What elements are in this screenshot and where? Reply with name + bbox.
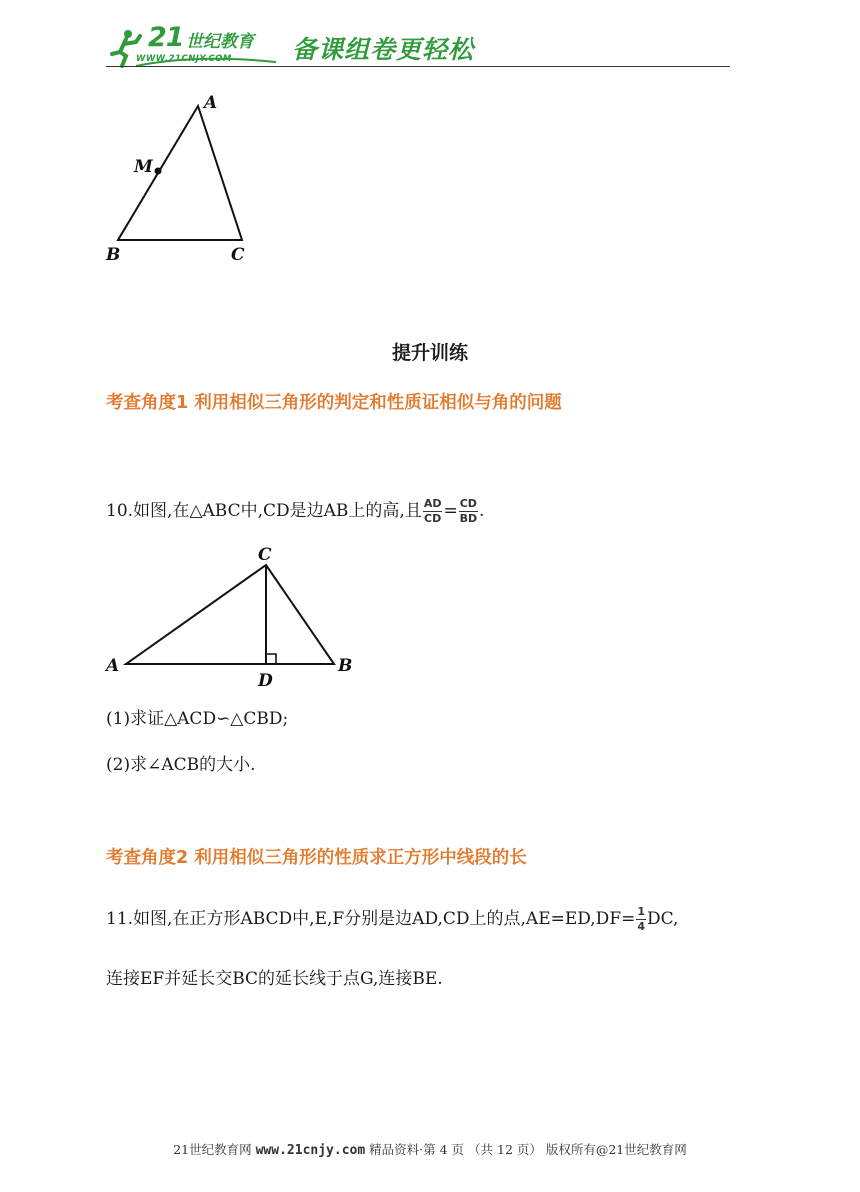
figure-triangle-acd — [100, 540, 370, 690]
page-title: 提升训练 — [391, 342, 468, 364]
label-d: D — [258, 671, 273, 690]
fraction-numerator: CD — [459, 497, 477, 510]
period: . — [478, 501, 485, 521]
fraction-cd-bd — [459, 498, 478, 525]
question-10-text: 10.如图,在△ABC中,CD是边AB上的高,且 — [106, 501, 422, 521]
label-m: M — [134, 157, 153, 177]
label-b: B — [106, 245, 121, 265]
question-10-part-2: (2)求∠ACB的大小. — [106, 755, 256, 775]
fraction-ad-cd — [423, 498, 443, 525]
footer-left: 21世纪教育网 — [173, 1142, 252, 1157]
question-10-part-1: (1)求证△ACD∽△CBD; — [106, 709, 289, 729]
label-b: B — [338, 656, 353, 676]
footer-url: www.21cnjy.com — [255, 1143, 366, 1158]
header-slogan: 备课组卷更轻松 — [292, 35, 475, 64]
label-c: C — [231, 245, 245, 265]
header-logo-text: 世纪教育 — [186, 32, 254, 52]
fraction-denominator: BD — [459, 512, 478, 525]
question-11-text-end: DC, — [647, 909, 679, 929]
footer-middle: 精品资料·第 4 页 （共 12 页） — [369, 1142, 542, 1157]
question-10 — [106, 496, 484, 525]
fraction-denominator: CD — [424, 512, 442, 525]
section-heading-1: 考查角度1 利用相似三角形的判定和性质证相似与角的问题 — [106, 393, 562, 413]
question-11-text: 11.如图,在正方形ABCD中,E,F分别是边AD,CD上的点,AE=ED,DF= — [106, 909, 636, 929]
point-m — [155, 168, 162, 175]
header-logo-url: WWW.21CNJY.COM — [136, 54, 232, 64]
figure-triangle-abm — [100, 92, 260, 267]
fraction-numerator: 1 — [637, 905, 646, 918]
header-divider — [106, 66, 730, 67]
footer-right: 版权所有@21世纪教育网 — [545, 1142, 687, 1157]
right-angle-mark — [266, 654, 276, 664]
fraction-denominator: 4 — [637, 920, 646, 933]
equals-sign: = — [443, 501, 458, 521]
fraction-numerator: AD — [423, 497, 442, 510]
header-logo-number: 21 — [148, 22, 184, 53]
label-a: A — [204, 93, 218, 113]
fraction-one-quarter — [636, 906, 646, 933]
section-heading-2: 考查角度2 利用相似三角形的性质求正方形中线段的长 — [106, 848, 527, 868]
label-c: C — [258, 545, 272, 565]
label-a: A — [106, 656, 120, 676]
question-11-line-2: 连接EF并延长交BC的延长线于点G,连接BE. — [106, 969, 443, 989]
question-11-line-1 — [106, 904, 678, 933]
page-footer — [0, 1140, 860, 1158]
